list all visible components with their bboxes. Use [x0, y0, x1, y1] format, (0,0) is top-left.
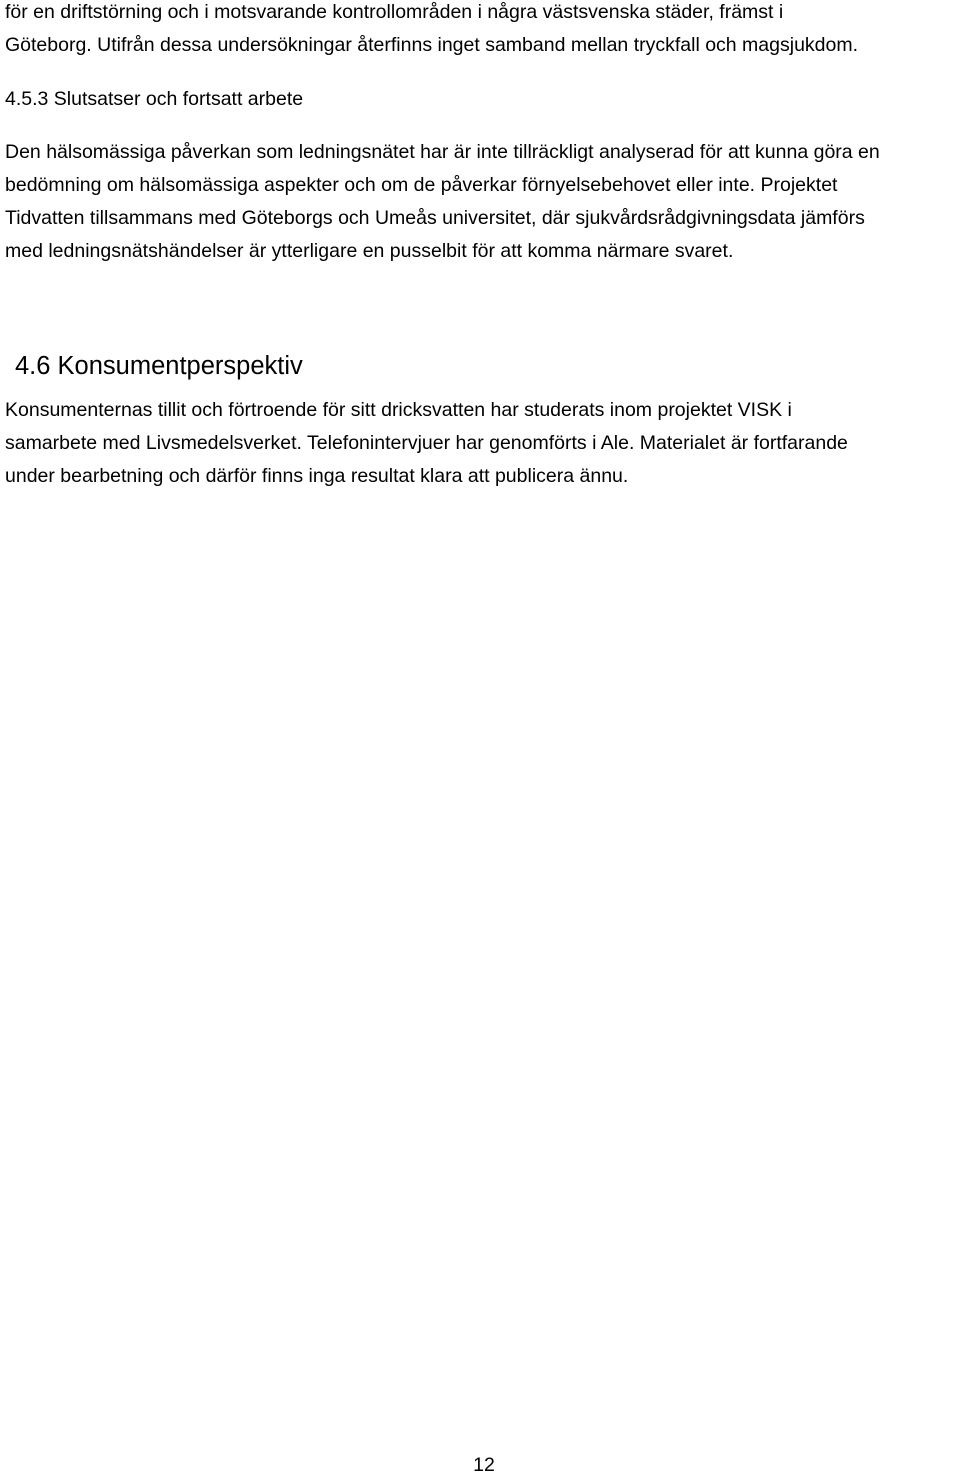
section-4-5-3-text-line: med ledningsnätshändelser är ytterligare en pusselbit för att komma närmare svaret.	[5, 240, 734, 262]
section-4-5-3-text-line: Den hälsomässiga påverkan som ledningsnätet har är inte tillräckligt analyserad för att kunna göra en	[5, 141, 880, 163]
intro-text-line: Göteborg. Utifrån dessa undersökningar återfinns inget samband mellan tryckfall och magsjukdom.	[5, 34, 859, 56]
page-number: 12	[473, 1454, 495, 1476]
intro-text-line: för en driftstörning och i motsvarande kontrollområden i några västsvenska städer, främst i	[5, 1, 784, 23]
section-4-6-text-line: Konsumenternas tillit och förtroende för sitt dricksvatten har studerats inom projektet VISK i	[5, 399, 792, 421]
section-4-5-3-text-line: Tidvatten tillsammans med Göteborgs och Umeås universitet, där sjukvårdsrådgivningsdata jämförs	[5, 207, 865, 229]
section-4-6-text-line: samarbete med Livsmedelsverket. Telefonintervjuer har genomförts i Ale. Materialet är fortfarande	[5, 432, 848, 454]
section-4-6-heading: 4.6 Konsumentperspektiv	[15, 352, 303, 380]
section-4-5-3-heading: 4.5.3 Slutsatser och fortsatt arbete	[5, 88, 304, 110]
section-4-5-3-text-line: bedömning om hälsomässiga aspekter och om de påverkar förnyelsebehovet eller inte. Projektet	[5, 174, 838, 196]
section-4-6-text-line: under bearbetning och därför finns inga resultat klara att publicera ännu.	[5, 465, 629, 487]
